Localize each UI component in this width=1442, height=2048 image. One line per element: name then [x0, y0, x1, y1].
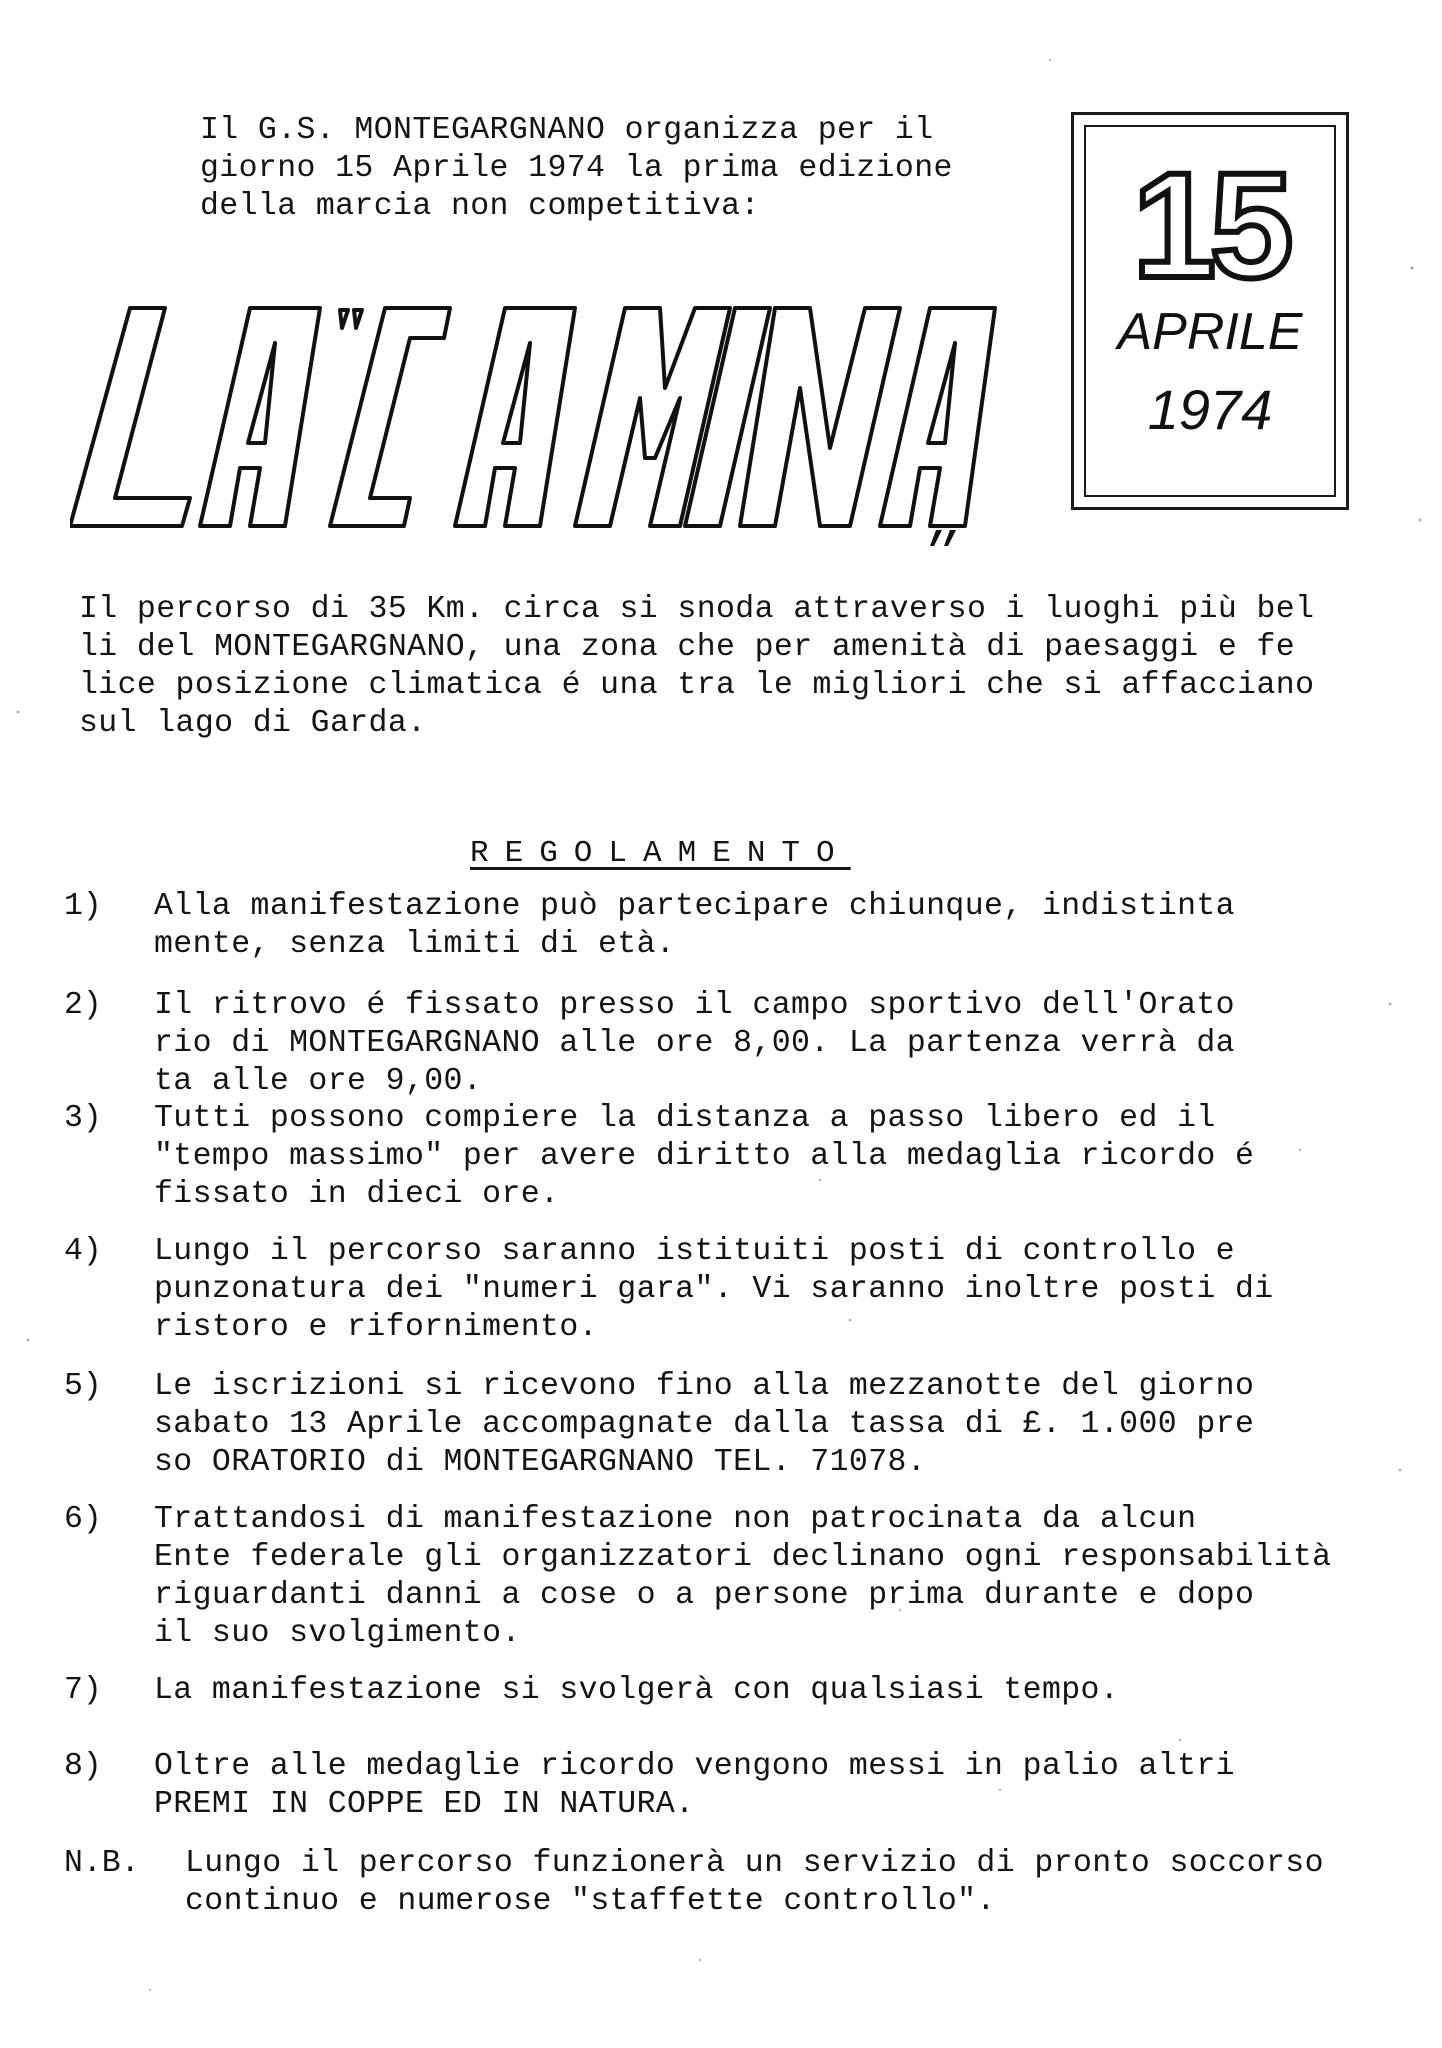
rule-text-line: Tutti possono compiere la distanza a passo libero ed il — [154, 1101, 1216, 1136]
rule-number: 4) — [64, 1234, 102, 1269]
intro-line-2: giorno 15 Aprile 1974 la prima edizione — [200, 151, 953, 186]
rule-text-line: riguardanti danni a cose o a persone prima durante e dopo — [154, 1578, 1255, 1613]
rule-text-line: Oltre alle medaglie ricordo vengono messi in palio altri — [154, 1749, 1235, 1784]
intro-line-1: Il G.S. MONTEGARGNANO organizza per il — [200, 113, 934, 148]
rule-text-line: Alla manifestazione può partecipare chiunque, indistinta — [154, 889, 1235, 924]
rule-text-line: PREMI IN COPPE ED IN NATURA. — [154, 1787, 695, 1822]
rule-number: 1) — [64, 889, 102, 924]
rule-text-line: il suo svolgimento. — [154, 1616, 521, 1651]
description-line-4: sul lago di Garda. — [79, 706, 427, 741]
rule-number: 6) — [64, 1502, 102, 1537]
rule-number: 7) — [64, 1673, 102, 1708]
date-day: 15 — [1132, 141, 1288, 309]
note-line-1: Lungo il percorso funzionerà un servizio di pronto soccorso — [185, 1846, 1324, 1881]
description-line-3: lice posizione climatica é una tra le migliori che si affacciano — [79, 668, 1315, 703]
rule-number: 3) — [64, 1101, 102, 1136]
rule-text-line: mente, senza limiti di età. — [154, 927, 676, 962]
rule-number: 5) — [64, 1369, 102, 1404]
intro-line-3: della marcia non competitiva: — [200, 189, 760, 224]
rule-text-line: rio di MONTEGARGNANO alle ore 8,00. La partenza verrà da — [154, 1026, 1235, 1061]
rule-text-line: Ente federale gli organizzatori declinano ogni responsabilità — [154, 1540, 1332, 1575]
note-label: N.B. — [64, 1846, 140, 1881]
date-box — [1071, 112, 1349, 510]
rule-number: 2) — [64, 988, 102, 1023]
rule-text-line: Il ritrovo é fissato presso il campo sportivo dell'Orato — [154, 988, 1235, 1023]
description-line-1: Il percorso di 35 Km. circa si snoda attraverso i luoghi più bel — [79, 592, 1315, 627]
rule-text-line: punzonatura dei "numeri gara". Vi saranno inoltre posti di — [154, 1272, 1274, 1307]
rule-text-line: fissato in dieci ore. — [154, 1177, 560, 1212]
rule-text-line: Le iscrizioni si ricevono fino alla mezzanotte del giorno — [154, 1369, 1255, 1404]
rule-text-line: "tempo massimo" per avere diritto alla medaglia ricordo é — [154, 1139, 1255, 1174]
rule-text-line: La manifestazione si svolgerà con qualsiasi tempo. — [154, 1673, 1120, 1708]
rule-text-line: so ORATORIO di MONTEGARGNANO TEL. 71078. — [154, 1445, 927, 1480]
rule-text-line: ta alle ore 9,00. — [154, 1064, 483, 1099]
event-title — [70, 298, 1000, 548]
date-box-figure — [1086, 127, 1334, 495]
date-box-inner-border — [1084, 125, 1336, 497]
date-month: APRILE — [1117, 303, 1303, 361]
rule-number: 8) — [64, 1749, 102, 1784]
date-year: 1974 — [1147, 378, 1273, 441]
rule-text-line: Trattandosi di manifestazione non patrocinata da alcun — [154, 1502, 1197, 1537]
note-line-2: continuo e numerose "staffette controllo". — [185, 1884, 996, 1919]
rule-text-line: Lungo il percorso saranno istituiti posti di controllo e — [154, 1234, 1235, 1269]
rule-text-line: ristoro e rifornimento. — [154, 1310, 598, 1345]
description-line-2: li del MONTEGARGNANO, una zona che per amenità di paesaggi e fe — [79, 630, 1296, 665]
rule-text-line: sabato 13 Aprile accompagnate dalla tassa di £. 1.000 pre — [154, 1407, 1255, 1442]
regolamento-heading: REGOLAMENTO — [470, 836, 851, 871]
